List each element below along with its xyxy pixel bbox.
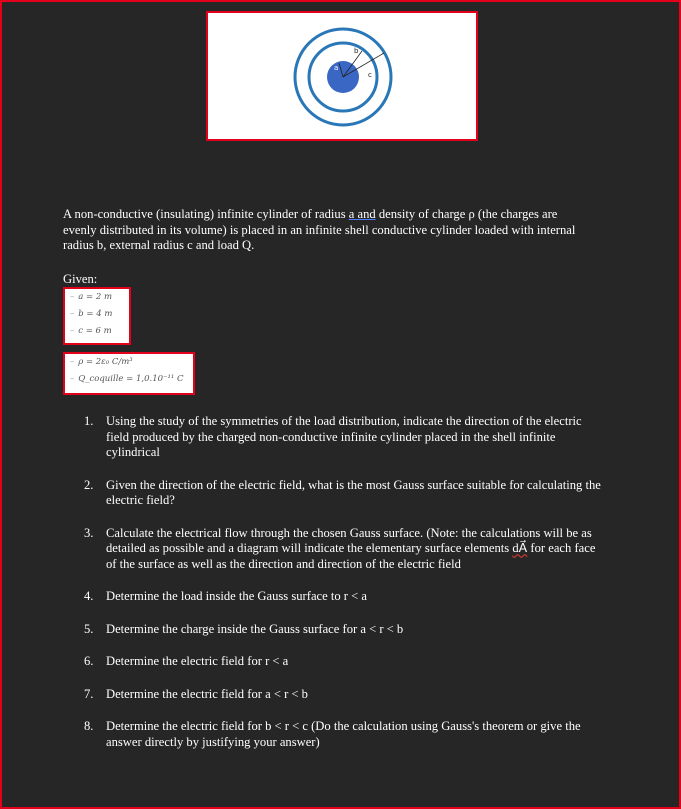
given-label: Given: — [63, 272, 98, 286]
given-a: – a = 2 m — [70, 292, 113, 302]
dA-vector: dA⃗ — [512, 541, 528, 555]
question-list — [84, 414, 604, 750]
question-item: 7. Determine the electric field for a < r < b — [84, 686, 308, 701]
label-a: a — [334, 64, 339, 72]
question-item: 3. Calculate the electrical flow through the chosen Gauss surface. (Note: the calculations will be as detailed as possible and a diagram will indicate the elementary surface elements dA⃗ for each face of the surface as well as the direction and direction of the electric field — [84, 525, 596, 571]
cylinder-cross-section — [208, 13, 476, 139]
given-q-shell: – Q_coquille = 1,0.10⁻¹¹ C — [70, 374, 184, 384]
question-item: 2. Given the direction of the electric field, what is the most Gauss surface suitable for calculating the electric field? — [84, 477, 601, 507]
given-charges-box — [63, 352, 195, 395]
intro-underlined: a and — [348, 207, 376, 221]
question-item: 1. Using the study of the symmetries of the load distribution, indicate the direction of the electric field produced by the charged non-conductive infinite cylinder placed in the shell infinite cylindrical — [84, 414, 582, 459]
cylinder-diagram — [206, 11, 478, 141]
label-b: b — [354, 47, 359, 55]
question-item: 5. Determine the charge inside the Gauss surface for a < r < b — [84, 621, 404, 636]
question-item: 4. Determine the load inside the Gauss surface to r < a — [84, 589, 367, 603]
given-b: – b = 4 m — [70, 309, 113, 319]
given-c: – c = 6 m — [70, 326, 112, 336]
problem-statement — [63, 207, 583, 254]
given-rho: – ρ = 2ε₀ C/m³ — [70, 357, 133, 367]
question-item: 6. Determine the electric field for r < a — [84, 654, 289, 668]
question-item: 8. Determine the electric field for b < r < c (Do the calculation using Gauss's theorem or give the answer directly by justifying your answer) — [84, 719, 581, 749]
intro-text-before: A non-conductive (insulating) infinite cylinder of radius — [63, 207, 349, 221]
given-dimensions-box — [63, 287, 131, 345]
label-c: c — [368, 71, 372, 79]
intro-text-after: density of charge ρ (the charges are evenly distributed in its volume) is placed in an infinite shell conductive cylinder loaded with internal radius b, external radius c and load Q. — [63, 207, 576, 252]
